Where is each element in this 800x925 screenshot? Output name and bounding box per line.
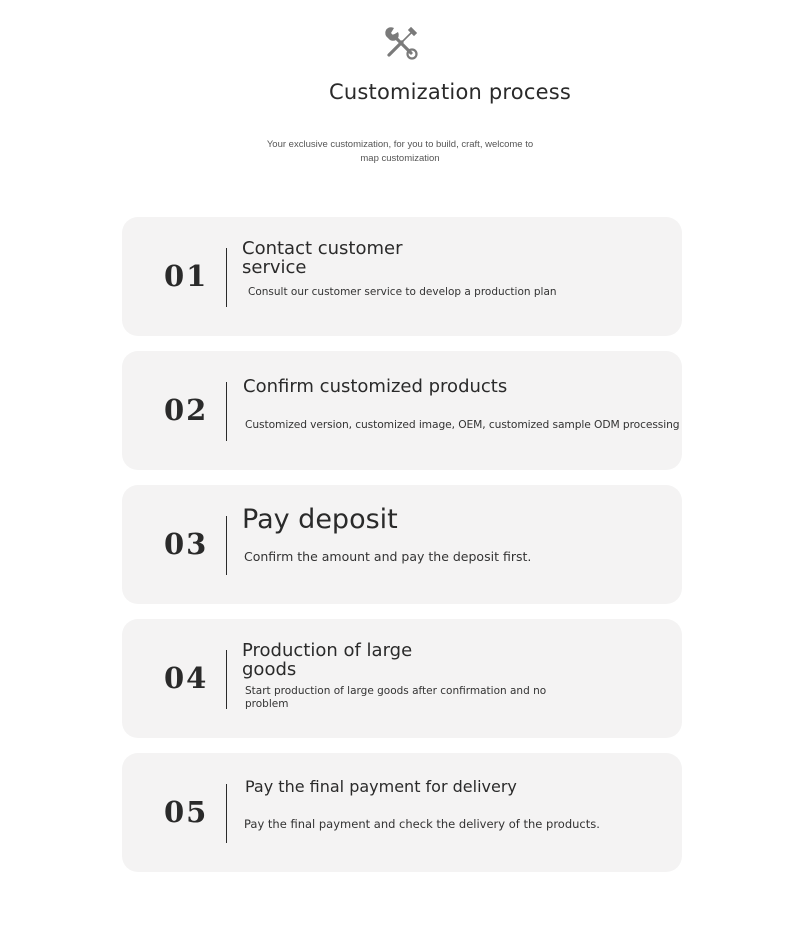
step-card-1: [122, 217, 682, 336]
step-title: Pay the final payment for delivery: [245, 777, 517, 796]
step-card-2: [122, 351, 682, 470]
step-divider: [226, 516, 227, 575]
page-title: Customization process: [329, 80, 571, 104]
step-number: 05: [164, 795, 209, 829]
step-title: Production of large goods: [242, 640, 413, 680]
tools-icon: [382, 24, 420, 62]
step-description: Pay the final payment and check the delivery of the products.: [244, 817, 600, 831]
step-description: Customized version, customized image, OEM, customized sample ODM processing: [245, 418, 680, 431]
step-description: Confirm the amount and pay the deposit first.: [244, 549, 532, 564]
step-number: 01: [164, 259, 209, 293]
step-description: Consult our customer service to develop a production plan: [248, 286, 557, 298]
step-card-3: [122, 485, 682, 604]
step-title: Pay deposit: [242, 504, 398, 535]
step-number: 02: [164, 393, 209, 427]
step-title: Confirm customized products: [243, 376, 508, 397]
step-title: Contact customer service: [242, 238, 403, 278]
step-divider: [226, 248, 227, 307]
step-number: 03: [164, 527, 209, 561]
step-card-4: [122, 619, 682, 738]
header-tools-icon: [382, 24, 420, 62]
step-divider: [226, 784, 227, 843]
step-divider: [226, 650, 227, 709]
page-subtitle: Your exclusive customization, for you to build, craft, welcome to map customization: [266, 139, 534, 164]
step-card-5: [122, 753, 682, 872]
step-number: 04: [164, 661, 209, 695]
step-divider: [226, 382, 227, 441]
steps-list: [122, 217, 682, 887]
step-description: Start production of large goods after confirmation and no problem: [245, 685, 547, 710]
